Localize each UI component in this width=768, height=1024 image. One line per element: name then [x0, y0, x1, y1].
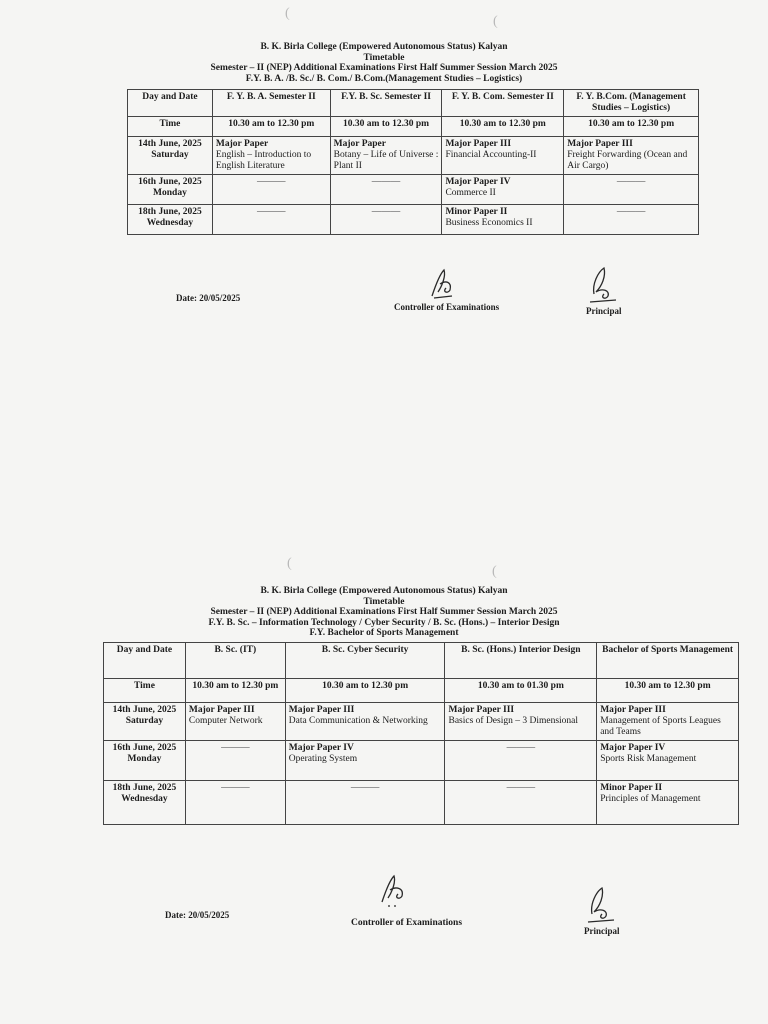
controller-label: Controller of Examinations: [394, 302, 500, 312]
issue-date: Date: 20/05/2025: [165, 910, 230, 920]
paper-type: Major Paper IV: [600, 743, 666, 753]
paper-type: Major Paper III: [448, 705, 515, 715]
timetable-sheet-2: [0, 540, 768, 1024]
time-cell: 10.30 am to 12.30 pm: [330, 117, 442, 137]
time-label: Time: [104, 679, 186, 703]
paper-cell: [445, 781, 597, 825]
paper-type: Minor Paper II: [600, 783, 663, 793]
time-cell: 10.30 am to 12.30 pm: [597, 679, 739, 703]
paper-type: Major Paper III: [445, 139, 512, 149]
paper-cell: [564, 137, 699, 175]
paper-cell: [564, 175, 699, 205]
date-text: 16th June, 2025: [112, 743, 177, 753]
paper-cell: [445, 741, 597, 781]
day-text: Wednesday: [121, 794, 168, 804]
paper-cell: [442, 175, 564, 205]
day-text: Wednesday: [146, 218, 194, 228]
day-text: Saturday: [125, 716, 164, 726]
binder-mark: (: [287, 556, 292, 571]
col-header: B. Sc. Cyber Security: [285, 643, 445, 679]
binder-mark: (: [492, 564, 497, 579]
paper-name: ———: [221, 783, 250, 793]
table-row: [128, 175, 699, 205]
paper-cell: [330, 205, 442, 235]
principal-label: Principal: [584, 926, 620, 936]
college-name: B. K. Birla College (Empowered Autonomous Status) Kalyan: [260, 586, 508, 596]
col-header: Day and Date: [104, 643, 186, 679]
programmes: F.Y. B. A. /B. Sc./ B. Com./ B.Com.(Management Studies – Logistics): [245, 73, 523, 84]
binder-mark: (: [285, 6, 290, 21]
paper-cell: [597, 741, 739, 781]
date-cell: [104, 703, 186, 741]
paper-cell: [212, 137, 330, 175]
paper-cell: [330, 175, 442, 205]
paper-name: ———: [221, 743, 250, 753]
paper-name: Sports Risk Management: [600, 754, 697, 764]
principal-label: Principal: [586, 306, 622, 316]
paper-name: ———: [616, 177, 646, 187]
paper-type: Major Paper III: [567, 139, 633, 149]
sheet-header: [0, 42, 768, 84]
doc-title: Timetable: [363, 596, 405, 607]
day-text: Saturday: [151, 150, 189, 160]
controller-label: Controller of Examinations: [351, 918, 463, 928]
paper-cell: [597, 703, 739, 741]
paper-type: Major Paper: [215, 139, 269, 149]
paper-name: Management of Sports Leagues and Teams: [600, 716, 721, 737]
college-name: B. K. Birla College (Empowered Autonomous Status) Kalyan: [260, 42, 508, 52]
doc-title: Timetable: [363, 52, 405, 63]
time-cell: 10.30 am to 12.30 pm: [212, 117, 330, 137]
paper-cell: [445, 703, 597, 741]
table-row: [128, 137, 699, 175]
date-cell: [128, 205, 213, 235]
paper-type: Major Paper III: [600, 705, 666, 715]
table-row: [104, 781, 739, 825]
header-row: [128, 90, 699, 117]
programmes: F.Y. B. Sc. – Information Technology / Cyber Security / B. Sc. (Hons.) – Interior Design: [208, 617, 560, 628]
date-cell: [128, 175, 213, 205]
time-label: Time: [128, 117, 213, 137]
paper-name: Botany – Life of Universe : Plant II: [333, 150, 439, 171]
paper-name: ———: [350, 783, 380, 793]
paper-cell: [564, 205, 699, 235]
binder-mark: (: [493, 14, 498, 29]
col-header: B. Sc. (IT): [185, 643, 285, 679]
paper-cell: [285, 741, 445, 781]
date-text: 16th June, 2025: [138, 177, 202, 187]
col-header: F. Y. B. A. Semester II: [212, 90, 330, 117]
day-text: Monday: [153, 188, 187, 198]
time-row: [104, 679, 739, 703]
table-row: [104, 703, 739, 741]
paper-name: ———: [257, 207, 286, 217]
paper-name: Operating System: [288, 754, 358, 764]
paper-cell: [442, 205, 564, 235]
paper-cell: [330, 137, 442, 175]
col-header: Bachelor of Sports Management: [597, 643, 739, 679]
sheet-header: [0, 586, 768, 639]
principal-signature: [582, 262, 622, 306]
table-row: [104, 741, 739, 781]
controller-signature: [428, 266, 458, 300]
time-row: [128, 117, 699, 137]
date-text: 18th June, 2025: [112, 783, 177, 793]
exam-session: Semester – II (NEP) Additional Examinations First Half Summer Session March 2025: [210, 607, 558, 617]
paper-cell: [285, 703, 445, 741]
paper-name: English – Introduction to English Literature: [215, 150, 312, 171]
paper-name: Basics of Design – 3 Dimensional: [448, 716, 579, 726]
exam-session: Semester – II (NEP) Additional Examinations First Half Summer Session March 2025: [210, 63, 558, 73]
paper-cell: [212, 175, 330, 205]
time-cell: 10.30 am to 12.30 pm: [442, 117, 564, 137]
paper-name: ———: [371, 177, 401, 187]
col-header: F.Y. B. Sc. Semester II: [330, 90, 442, 117]
controller-signature: [378, 872, 410, 908]
paper-type: Major Paper III: [288, 705, 355, 715]
table-row: [128, 205, 699, 235]
date-cell: [128, 137, 213, 175]
paper-name: Principles of Management: [600, 794, 701, 804]
issue-date: Date: 20/05/2025: [176, 293, 241, 303]
paper-name: Business Economics II: [445, 218, 533, 228]
principal-signature: [580, 882, 620, 926]
paper-cell: [185, 741, 285, 781]
paper-name: ———: [506, 783, 536, 793]
paper-name: Commerce II: [445, 188, 496, 198]
col-header: Day and Date: [128, 90, 213, 117]
header-row: [104, 643, 739, 679]
paper-type: Major Paper IV: [445, 177, 511, 187]
paper-name: ———: [257, 177, 286, 187]
paper-type: Major Paper: [333, 139, 386, 149]
paper-cell: [442, 137, 564, 175]
paper-cell: [185, 703, 285, 741]
date-text: 14th June, 2025: [138, 139, 202, 149]
date-cell: [104, 741, 186, 781]
time-cell: 10.30 am to 01.30 pm: [445, 679, 597, 703]
col-header: F. Y. B. Com. Semester II: [442, 90, 564, 117]
paper-name: Data Communication & Networking: [288, 716, 428, 726]
paper-cell: [285, 781, 445, 825]
date-text: 14th June, 2025: [112, 705, 177, 715]
programmes: F.Y. Bachelor of Sports Management: [309, 628, 459, 638]
time-cell: 10.30 am to 12.30 pm: [285, 679, 445, 703]
paper-name: Computer Network: [188, 716, 263, 726]
date-text: 18th June, 2025: [138, 207, 202, 217]
paper-cell: [597, 781, 739, 825]
paper-cell: [185, 781, 285, 825]
time-cell: 10.30 am to 12.30 pm: [185, 679, 285, 703]
col-header: F. Y. B.Com. (Management Studies – Logistics): [564, 90, 699, 117]
paper-cell: [212, 205, 330, 235]
day-text: Monday: [127, 754, 162, 764]
date-cell: [104, 781, 186, 825]
time-cell: 10.30 am to 12.30 pm: [564, 117, 699, 137]
paper-type: Major Paper III: [188, 705, 255, 715]
paper-name: ———: [506, 743, 536, 753]
timetable-table: [127, 89, 699, 235]
paper-name: ———: [371, 207, 401, 217]
paper-name: Freight Forwarding (Ocean and Air Cargo): [567, 150, 688, 171]
paper-type: Major Paper IV: [288, 743, 354, 753]
timetable-table: [103, 642, 739, 825]
paper-type: Minor Paper II: [445, 207, 508, 217]
paper-name: ———: [616, 207, 646, 217]
col-header: B. Sc. (Hons.) Interior Design: [445, 643, 597, 679]
paper-name: Financial Accounting-II: [445, 150, 537, 160]
